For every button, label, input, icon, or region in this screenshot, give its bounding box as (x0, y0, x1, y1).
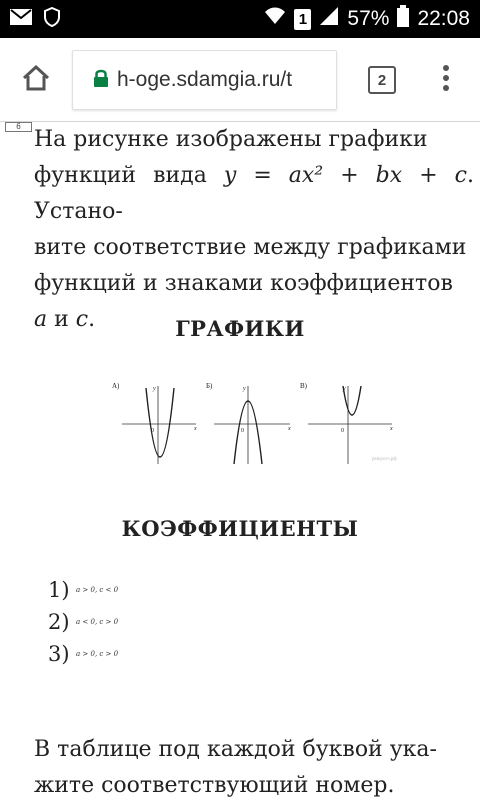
browser-toolbar (0, 38, 480, 122)
axis-label-y: y (343, 386, 346, 392)
statement-line: На рисунке изображены графики (34, 127, 428, 152)
overflow-menu-button[interactable] (426, 60, 466, 100)
wifi-icon (264, 7, 286, 31)
lock-icon (93, 68, 109, 92)
text-span: . Устано- (34, 163, 475, 224)
text-span: . (88, 307, 96, 332)
graph-label-c: В) (300, 382, 307, 390)
home-icon (22, 65, 50, 95)
option-condition: a > 0, c < 0 (76, 586, 119, 594)
option-number: 3) (48, 642, 70, 666)
tab-switcher-button[interactable] (352, 60, 412, 100)
battery-percent: 57% (347, 7, 390, 30)
task-statement (34, 122, 474, 338)
origin-label: 0 (151, 428, 154, 434)
url-text: h-oge.sdamgia.ru/t (117, 68, 293, 91)
origin-label: 0 (341, 428, 344, 434)
battery-icon (397, 5, 409, 33)
statement-line (34, 158, 474, 230)
mail-icon (10, 9, 32, 30)
parabola-a (146, 388, 174, 457)
option-number: 2) (48, 610, 70, 634)
option-1 (48, 578, 118, 602)
axis-label-x: x (194, 426, 197, 432)
option-condition: a < 0, c > 0 (76, 618, 119, 626)
origin-label: 0 (241, 428, 244, 434)
option-2 (48, 610, 118, 634)
sim-badge: 1 (294, 9, 311, 30)
text-span: функций вида (34, 163, 224, 188)
instruction-line: В таблице под каждой буквой ука- (34, 737, 437, 762)
clock: 22:08 (417, 7, 470, 30)
instruction (34, 732, 474, 800)
page-content (0, 122, 480, 800)
coefficients-heading: КОЭФФИЦИЕНТЫ (121, 516, 359, 541)
axis-label-y: y (153, 386, 156, 392)
graphs-figure (110, 378, 400, 472)
axis-label-x: x (288, 426, 291, 432)
address-bar[interactable] (72, 50, 337, 110)
graphs-heading: ГРАФИКИ (175, 316, 305, 341)
instruction-line: жите соответствующий номер. (34, 773, 395, 798)
option-3 (48, 642, 118, 666)
graph-a (112, 382, 197, 464)
graph-watermark: решуогэ.рф (372, 457, 397, 462)
more-vert-icon (443, 65, 449, 95)
signal-icon (319, 6, 339, 32)
graph-b (206, 382, 291, 464)
graph-label-b: Б) (206, 382, 213, 390)
graph-c (300, 382, 397, 464)
axis-label-y: y (243, 386, 246, 392)
coef-c: c (75, 307, 89, 332)
option-number: 1) (48, 578, 70, 602)
axis-label-x: x (390, 426, 393, 432)
formula: y = ax² + bx + c (223, 163, 468, 188)
coef-a: a (34, 307, 48, 332)
parabola-c (343, 386, 361, 415)
home-button[interactable] (0, 38, 72, 122)
shield-icon (44, 7, 60, 32)
tab-count: 2 (368, 66, 396, 94)
task-number: 6 (5, 122, 32, 132)
statement-line: функций и знаками коэффициентов (34, 271, 453, 296)
option-condition: a > 0, c > 0 (76, 650, 119, 658)
text-span: и (47, 307, 76, 332)
status-bar (0, 0, 480, 38)
graph-label-a: А) (112, 382, 120, 390)
statement-line: вите соответствие между графиками (34, 235, 467, 260)
